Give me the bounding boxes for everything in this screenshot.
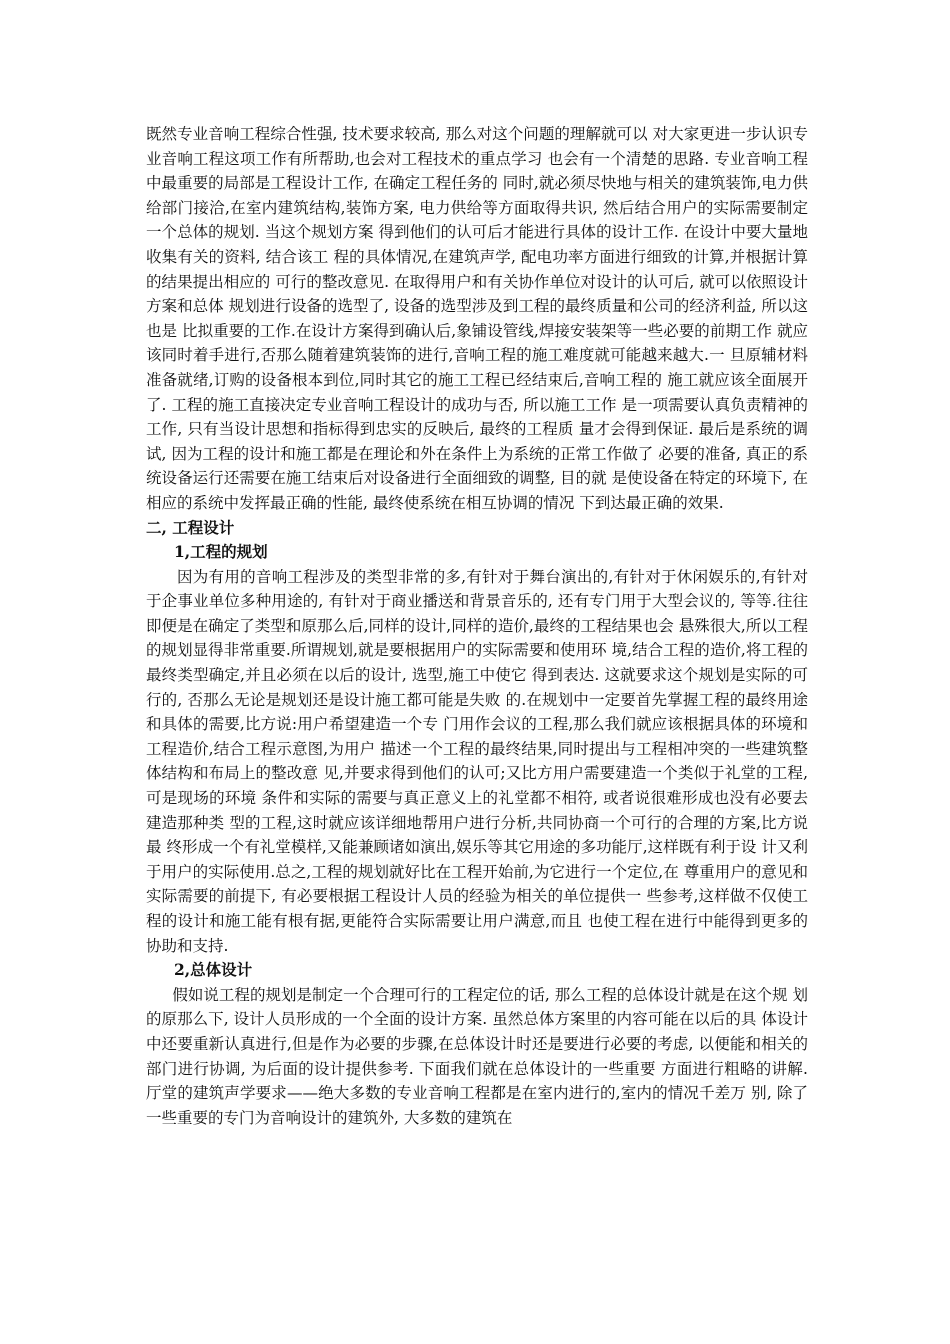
document-page xyxy=(146,122,808,1130)
paragraph-overall-design: 假如说工程的规划是制定一个合理可行的工程定位的话, 那么工程的总体设计就是在这个规 划的原那么下, 设计人员形成的一个全面的设计方案. 虽然总体方案里的内容可能在以后的具 体设计中还要重新认真进行,但是作为必要的步骤,在总体设计时还是要进行必要的考虑, 以便能和相关的部门进行协调, 为后面的设计提供参考. 下面我们就在总体设计的一些重要 方面进行粗略的讲解. 厅堂的建筑声学要求——绝大多数的专业音响工程都是在室内进行的,室内的情况千差万 别, 除了一些重要的专门为音响设计的建筑外, 大多数的建筑在 xyxy=(146,985,808,1127)
subheading-planning: 1,工程的规划 xyxy=(174,542,268,562)
paragraph-intro: 既然专业音响工程综合性强, 技术要求较高, 那么对这个问题的理解就可以 对大家更进一步认识专业音响工程这项工作有所帮助,也会对工程技术的重点学习 也会有一个清楚的思路. 专业音响工程中最重要的局部是工程设计工作, 在确定工程任务的 同时,就必须尽快地与相关的建筑装饰,电力供给部门接洽,在室内建筑结构,装饰方案, 电力供给等方面取得共识, 然后结合用户的实际需要制定一个总体的规划. 当这个规划方案 得到他们的认可后才能进行具体的设计工作. 在设计中要大量地收集有关的资料, 结合该工 程的具体情况,在建筑声学, 配电功率方面进行细致的计算,并根据计算的结果提出相应的 可行的整改意见. 在取得用户和有关协作单位对设计的认可后, 就可以依照设计方案和总体 规划进行设备的选型了, 设备的选型涉及到工程的最终质量和公司的经济利益, 所以这也是 比拟重要的工作.在设计方案得到确认后,象铺设管线,焊接安装架等一些必要的前期工作 就应该同时着手进行,否那么随着建筑装饰的进行,音响工程的施工难度就可能越来越大.一 旦原辅材料准备就绪,订购的设备根本到位,同时其它的施工工程已经结束后,音响工程的 施工就应该全面展开了. 工程的施工直接决定专业音响工程设计的成功与否, 所以施工工作 是一项需要认真负责精神的工作, 只有当设计思想和指标得到忠实的反映后, 最终的工程质 量才会得到保证. 最后是系统的调试, 因为工程的设计和施工都是在理论和外在条件上为系统的正常工作做了 必要的准备, 真正的系统设备运行还需要在施工结束后对设备进行全面细致的调整, 目的就 是使设备在特定的环境下, 在相应的系统中发挥最正确的性能, 最终使系统在相互协调的情况 下到达最正确的效果. xyxy=(146,125,808,512)
section-heading: 二, 工程设计 xyxy=(146,517,235,537)
paragraph-planning: 因为有用的音响工程涉及的类型非常的多,有针对于舞台演出的,有针对于休闲娱乐的,有针对于企事业单位多种用途的, 有针对于商业播送和背景音乐的, 还有专门用于大型会议的, 等等.往往即便是在确定了类型和原那么后,同样的设计,同样的造价,最终的工程结果也会 悬殊很大,所以工程的规划显得非常重要.所谓规划,就是要根据用户的实际需要和使用环 境,结合工程的造价,将工程的最终类型确定,并且必须在以后的设计, 选型,施工中使它 得到表达. 这就要求这个规划是实际的可行的, 否那么无论是规划还是设计施工都可能是失败 的.在规划中一定要首先掌握工程的最终用途和具体的需要,比方说:用户希望建造一个专 门用作会议的工程,那么我们就应该根据具体的环境和工程造价,结合工程示意图,为用户 描述一个工程的最终结果,同时提出与工程相冲突的一些建筑整体结构和布局上的整改意 见,并要求得到他们的认可;又比方用户需要建造一个类似于礼堂的工程,可是现场的环境 条件和实际的需要与真正意义上的礼堂都不相符, 或者说很难形成也没有必要去建造那种类 型的工程,这时就应该详细地帮用户进行分析,共同协商一个可行的合理的方案,比方说最 终形成一个有礼堂模样,又能兼顾诸如演出,娱乐等其它用途的多功能厅,这样既有利于设 计又利于用户的实际使用.总之,工程的规划就好比在工程开始前,为它进行一个定位,在 尊重用户的意见和实际需要的前提下, 有必要根据工程设计人员的经验为相关的单位提供一 些参考,这样做不仅使工程的设计和施工能有根有据,更能符合实际需要让用户满意,而且 也使工程在进行中能得到更多的协助和支持. xyxy=(146,567,808,955)
subheading-overall-design: 2,总体设计 xyxy=(174,960,253,980)
